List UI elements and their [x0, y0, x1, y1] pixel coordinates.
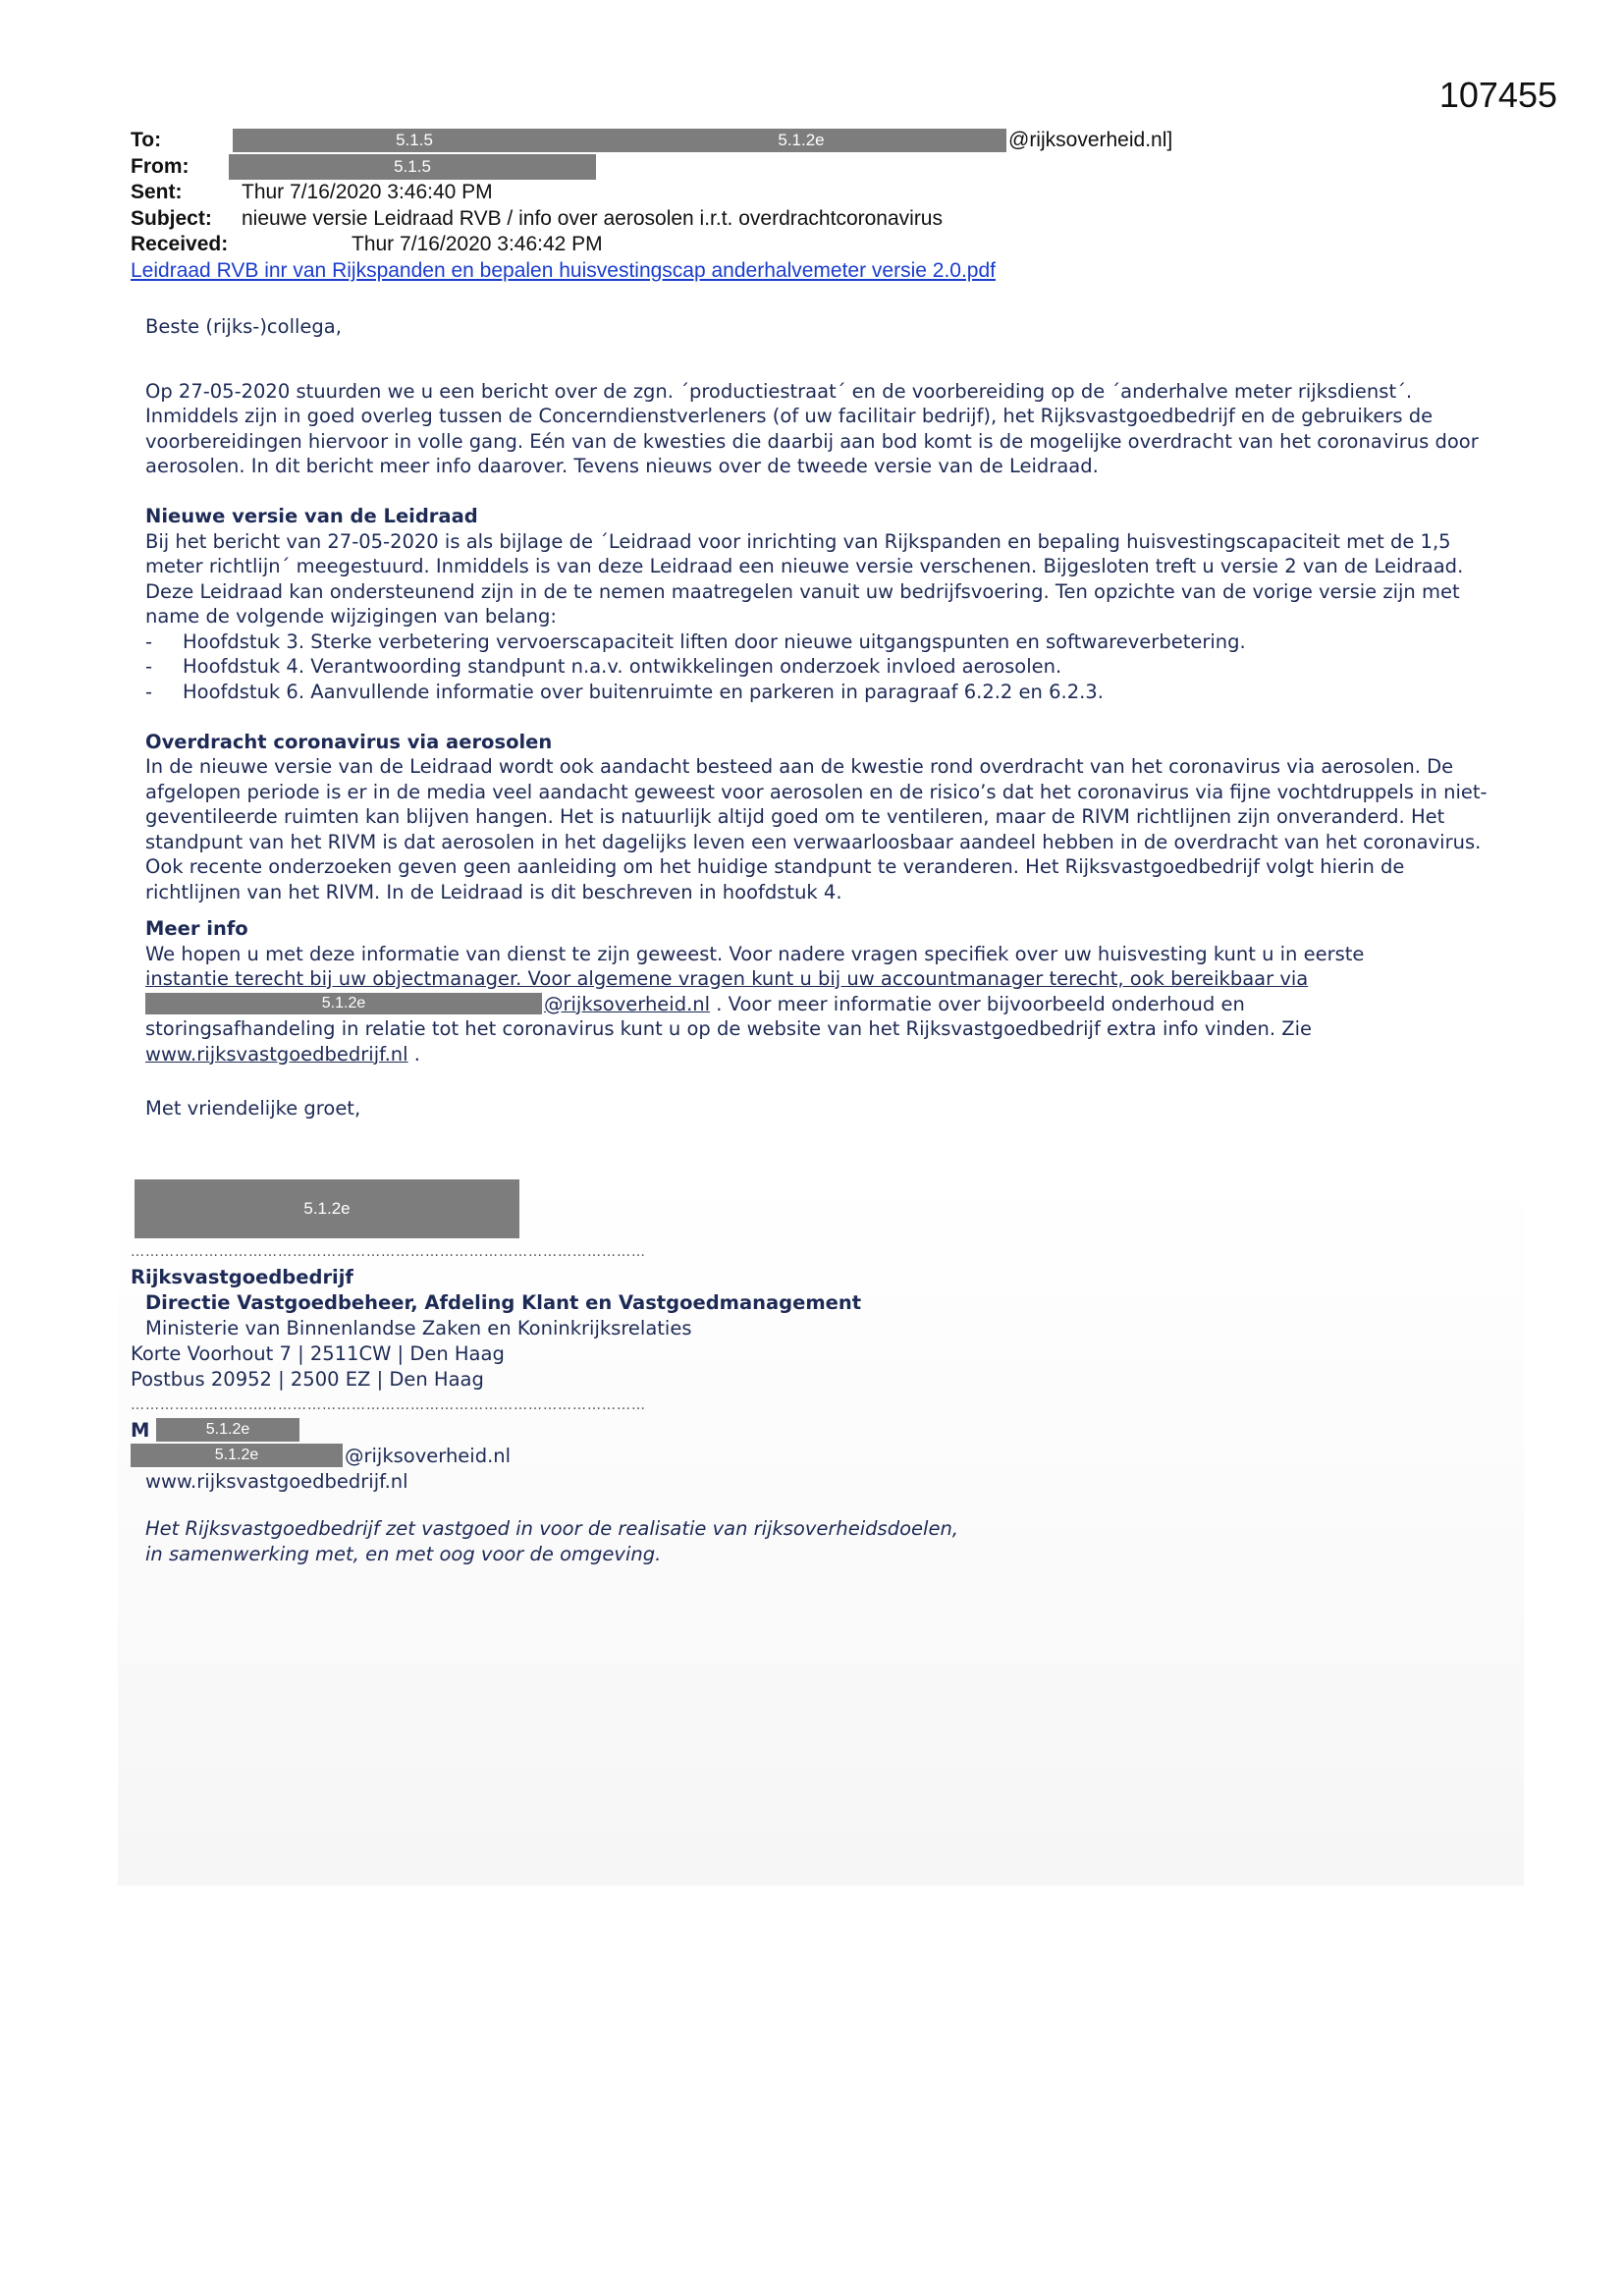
meer-info-line-3 [145, 992, 1500, 1017]
attachment-link[interactable]: Leidraad RVB inr van Rijkspanden en bepalen huisvestingscap anderhalvemeter versie 2.0.pdf [131, 258, 996, 282]
tagline-line-2: in samenwerking met, en met oog voor de omgeving. [145, 1543, 662, 1565]
list-item [145, 680, 1500, 705]
section-title-aerosolen: Overdracht coronavirus via aerosolen [145, 730, 553, 753]
bullet-text: Hoofdstuk 6. Aanvullende informatie over buitenruimte en parkeren in paragraaf 6.2.2 en 6.2.3. [183, 680, 1104, 703]
greeting: Beste (rijks-)collega, [145, 315, 342, 338]
redaction-code: 5.1.2e [214, 1447, 259, 1463]
closing: Met vriendelijke groet, [145, 1097, 361, 1120]
received-row [131, 232, 1407, 258]
meer-info-line-2: instantie terecht bij uw objectmanager. Voor algemene vragen kunt u bij uw accountmanager terecht, ook bereikbaar via [145, 967, 1309, 990]
website-link[interactable]: www.rijksvastgoedbedrijf.nl [145, 1042, 408, 1066]
redaction-code: 5.1.2e [321, 994, 366, 1011]
subject-label: Subject: [131, 206, 212, 230]
signature-name-redaction [135, 1179, 519, 1238]
meer-info-line-3-rest: . Voor meer informatie over bijvoorbeeld onderhoud en [716, 992, 1245, 1015]
redaction-code: 5.1.5 [396, 131, 433, 149]
contact-redaction [145, 993, 542, 1014]
section-text-leidraad: Bij het bericht van 27-05-2020 is als bijlage de ´Leidraad voor inrichting van Rijkspanden en bepaling huisvestingscapaciteit met de 1,5 meter richtlijn´ meegestuurd. Inmiddels is van deze Leidraad een nieuwe versie verschenen. Bijgesloten treft u versie 2 van de Leidraad. Deze Leidraad kan ondersteunend zijn in de te nemen maatregelen vanuit uw bedrijfsvoering. Ten opzichte van de vorige versie zijn met name de volgende wijzigingen van belang: [145, 529, 1464, 628]
signature-mobile-row [131, 1418, 1112, 1444]
section-title-leidraad: Nieuwe versie van de Leidraad [145, 505, 478, 527]
sent-label: Sent: [131, 181, 183, 203]
redaction-code: 5.1.2e [205, 1421, 250, 1438]
subject-row [131, 206, 1407, 233]
mobile-label: M [131, 1419, 150, 1442]
sent-value: Thur 7/16/2020 3:46:40 PM [242, 181, 493, 203]
meer-info-line-1: We hopen u met deze informatie van dienst te zijn geweest. Voor nadere vragen specifiek over uw huisvesting kunt u in eerste [145, 942, 1365, 965]
redaction-code: 5.1.2e [303, 1199, 351, 1218]
bullet-dash: - [145, 680, 153, 703]
contact-email-line [544, 992, 1245, 1017]
website-line [145, 1042, 1500, 1067]
redaction-code: 5.1.2e [778, 131, 825, 149]
email-redaction [131, 1444, 343, 1467]
signature-email-suffix: @rijksoverheid.nl [345, 1445, 512, 1467]
signature-block [131, 1239, 1112, 1567]
signature-postbus: Postbus 20952 | 2500 EZ | Den Haag [131, 1368, 484, 1391]
redaction-code: 5.1.5 [394, 156, 431, 176]
divider-dots: …………………………………………………………………………………………… [131, 1397, 646, 1413]
bullet-dash: - [145, 655, 153, 678]
attachment-row [131, 258, 1407, 285]
section-text-aerosolen: In de nieuwe versie van de Leidraad wordt ook aandacht besteed aan de kwestie rond overdracht van het coronavirus via aerosolen. De afgelopen periode is er in de media veel aandacht geweest voor aerosolen en de risico’s dat het coronavirus via fijne vochtdruppels in niet-geventileerde ruimten kan blijven hangen. Het is natuurlijk altijd goed om te ventileren, maar de RIVM richtlijnen zijn onveranderd. Het standpunt van het RIVM is dat aerosolen in het dagelijks leven een verwaarloosbaar aandeel hebben in de overdracht van het coronavirus. Ook recente onderzoeken geven geen aanleiding om het huidige standpunt te veranderen. Het Rijksvastgoedbedrijf volgt hierin de richtlijnen van het RIVM. In de Leidraad is dit beschreven in hoofdstuk 4. [145, 755, 1488, 903]
bullet-text: Hoofdstuk 4. Verantwoording standpunt n.a.v. ontwikkelingen onderzoek invloed aerosolen. [183, 655, 1062, 678]
divider-dots: …………………………………………………………………………………………… [131, 1244, 646, 1260]
signature-address: Korte Voorhout 7 | 2511CW | Den Haag [131, 1342, 505, 1365]
sent-row [131, 180, 1407, 206]
bullet-text: Hoofdstuk 3. Sterke verbetering vervoerscapaciteit liften door nieuwe uitgangspunten en softwareverbetering. [183, 629, 1246, 653]
list-item [145, 654, 1500, 680]
signature-directorate: Directie Vastgoedbeheer, Afdeling Klant en Vastgoedmanagement [145, 1291, 862, 1314]
intro-paragraph: Op 27-05-2020 stuurden we u een bericht over de zgn. ´productiestraat´ en de voorbereiding op de ´anderhalve meter rijksdienst´. Inmiddels zijn in goed overleg tussen de Concerndienstverleners (of uw facilitair bedrijf), het Rijksvastgoedbedrijf en de gebruikers de voorbereidingen hiervoor in volle gang. Eén van de kwesties die daarbij aan bod komt is de mogelijke overdracht van het coronavirus door aerosolen. In dit bericht meer info daarover. Tevens nieuws over de tweede versie van de Leidraad. [145, 379, 1479, 477]
meer-info-line-4: storingsafhandeling in relatie tot het coronavirus kunt u op de website van het Rijksvastgoedbedrijf extra info vinden. Zie [145, 1017, 1313, 1040]
signature-email-row [131, 1444, 1112, 1469]
signature-website: www.rijksvastgoedbedrijf.nl [145, 1470, 408, 1493]
list-item [145, 629, 1500, 655]
signature-ministry: Ministerie van Binnenlandse Zaken en Koninkrijksrelaties [145, 1317, 692, 1339]
bullet-dash: - [145, 629, 153, 653]
from-redaction [229, 154, 596, 180]
to-label: To: [131, 129, 162, 151]
received-label: Received: [131, 233, 229, 255]
tagline-line-1: Het Rijksvastgoedbedrijf zet vastgoed in voor de realisatie van rijksoverheidsdoelen, [145, 1517, 958, 1540]
to-redaction-1 [233, 129, 596, 152]
subject-value: nieuwe versie Leidraad RVB / info over aerosolen i.r.t. overdrachtcoronavirus [242, 206, 943, 230]
document-number: 107455 [1438, 75, 1557, 115]
email-header [131, 128, 1407, 284]
section-title-meer-info: Meer info [145, 917, 248, 940]
to-redaction-2 [596, 129, 1006, 152]
contact-email-link[interactable]: @rijksoverheid.nl [544, 992, 711, 1015]
from-row [131, 154, 1407, 181]
to-email-suffix: @rijksoverheid.nl] [1008, 129, 1173, 151]
signature-org: Rijksvastgoedbedrijf [131, 1266, 353, 1288]
mobile-redaction [156, 1418, 299, 1442]
website-line-end: . [407, 1042, 420, 1066]
message-body [145, 314, 1500, 1121]
received-value: Thur 7/16/2020 3:46:42 PM [352, 233, 603, 255]
from-label: From: [131, 154, 189, 178]
to-row [131, 128, 1407, 154]
